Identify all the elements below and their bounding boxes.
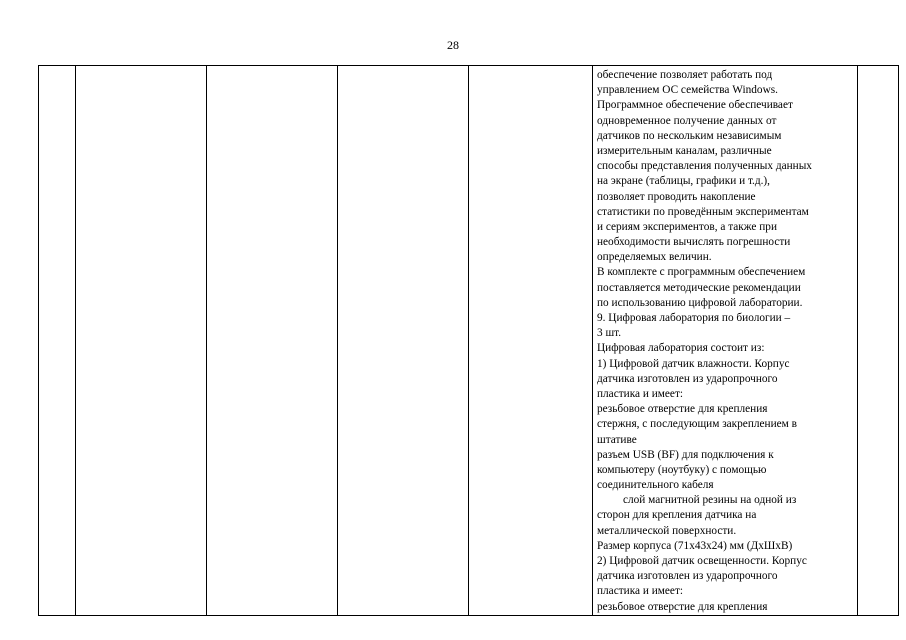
description-line: Программное обеспечение обеспечивает bbox=[597, 99, 793, 112]
table-cell-empty bbox=[76, 66, 207, 616]
description-line: Цифровая лаборатория состоит из: bbox=[597, 342, 765, 355]
description-line: резьбовое отверстие для крепления bbox=[597, 600, 768, 613]
description-line: на экране (таблицы, графики и т.д.), bbox=[597, 175, 771, 188]
description-line: способы представления полученных данных bbox=[597, 160, 812, 173]
description-line: В комплекте с программным обеспечением bbox=[597, 266, 806, 279]
description-line: 9. Цифровая лаборатория по биологии – bbox=[597, 312, 791, 324]
description-line: слой магнитной резины на одной из bbox=[623, 494, 797, 507]
table-cell-empty bbox=[858, 66, 899, 616]
description-line: измерительным каналам, различные bbox=[597, 144, 772, 157]
specification-table bbox=[38, 65, 899, 616]
table-cell-empty bbox=[207, 66, 338, 616]
description-line: датчика изготовлен из ударопрочного bbox=[597, 570, 778, 583]
description-line: компьютеру (ноутбуку) с помощью bbox=[597, 463, 767, 476]
description-text bbox=[597, 68, 854, 615]
table-cell-empty bbox=[469, 66, 593, 616]
description-line: Размер корпуса (71х43х24) мм (ДхШхВ) bbox=[597, 539, 793, 552]
description-line: обеспечение позволяет работать под bbox=[597, 69, 773, 81]
description-line: металлической поверхности. bbox=[597, 524, 737, 537]
description-line: датчика изготовлен из ударопрочного bbox=[597, 372, 778, 385]
description-line: по использованию цифровой лаборатории. bbox=[597, 296, 803, 309]
description-line: необходимости вычислять погрешности bbox=[597, 236, 791, 249]
description-line: 1) Цифровой датчик влажности. Корпус bbox=[597, 357, 790, 370]
description-line: 2) Цифровой датчик освещенности. Корпус bbox=[597, 555, 807, 567]
description-line: управлением ОС семейства Windows. bbox=[597, 84, 778, 97]
description-line: стержня, с последующим закреплением в bbox=[597, 418, 797, 431]
description-line: статистики по проведённым экспериментам bbox=[597, 205, 809, 218]
table-cell-number bbox=[39, 66, 76, 616]
description-line: разъем USB (BF) для подключения к bbox=[597, 448, 774, 461]
description-line: одновременное получение данных от bbox=[597, 114, 777, 127]
description-line: и сериям экспериментов, а также при bbox=[597, 220, 777, 233]
description-line: соединительного кабеля bbox=[597, 479, 714, 492]
description-line: 3 шт. bbox=[597, 327, 622, 340]
description-line: штативе bbox=[597, 433, 637, 446]
description-line: сторон для крепления датчика на bbox=[597, 509, 757, 522]
page-number: 28 bbox=[447, 38, 459, 52]
table-row bbox=[39, 66, 899, 616]
table-cell-empty bbox=[338, 66, 469, 616]
description-line: пластика и имеет: bbox=[597, 387, 684, 400]
description-line: датчиков по нескольким независимым bbox=[597, 129, 782, 142]
description-line: резьбовое отверстие для крепления bbox=[597, 403, 768, 416]
description-line: позволяет проводить накопление bbox=[597, 190, 756, 203]
description-line: поставляется методические рекомендации bbox=[597, 281, 801, 294]
table-cell-description bbox=[593, 66, 858, 616]
description-line: пластика и имеет: bbox=[597, 585, 684, 598]
description-line: определяемых величин. bbox=[597, 251, 712, 264]
